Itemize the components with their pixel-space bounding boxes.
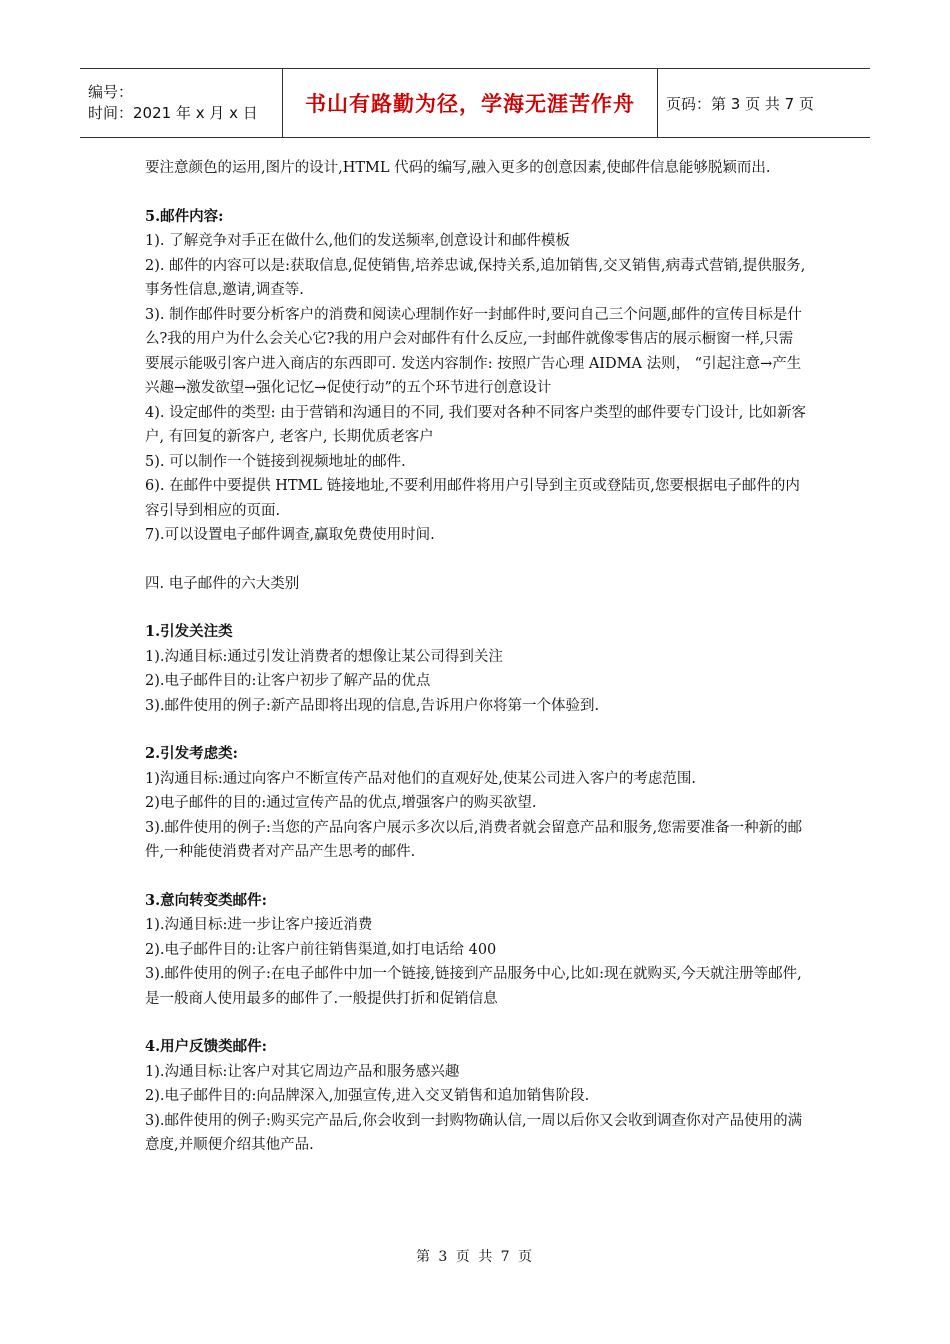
- paragraph: 2)电子邮件的目的:通过宣传产品的优点,增强客户的购买欲望.: [145, 795, 537, 811]
- motto: 书山有路勤为径，学海无涯苦作舟: [305, 92, 635, 116]
- section-heading: 5.邮件内容:: [145, 207, 224, 225]
- header-meta: [80, 69, 283, 137]
- header-page-cell: [658, 69, 870, 137]
- paragraph: 3). 制作邮件时要分析客户的消费和阅读心理制作好一封邮件时,要问自己三个问题,邮件的宣传目标是什么?我的用户为什么会关心它?我的用户会对邮件有什么反应,一封邮件就像零售店的展示橱窗一样,只需要展示能吸引客户进入商店的东西即可. 发送内容制作: 按照广告心理 AIDMA 法则， “引起注意→产生兴趣→激发欲望→强化记忆→促使行动”的五个环节进行创意设计: [145, 306, 802, 396]
- section-heading: 2.引发考虑类:: [145, 745, 238, 762]
- paragraph: 2).电子邮件目的:向品牌深入,加强宣传,进入交叉销售和追加销售阶段.: [145, 1088, 590, 1104]
- paragraph: 3).邮件使用的例子:购买完产品后,你会收到一封购物确认信,一周以后你又会收到调查你对产品使用的满意度,并顺便介绍其他产品.: [145, 1112, 803, 1153]
- paragraph: 3).邮件使用的例子:在电子邮件中加一个链接,链接到产品服务中心,比如:现在就购买,今天就注册等邮件,是一般商人使用最多的邮件了.一般提供打折和促销信息: [145, 966, 802, 1007]
- page-footer: 第 3 页 共 7 页: [415, 1249, 535, 1265]
- paragraph: 1).沟通目标:通过引发让消费者的想像让某公司得到关注: [145, 648, 503, 665]
- intro-paragraph: 要注意颜色的运用,图片的设计,HTML 代码的编写,融入更多的创意因素,使邮件信息能够脱颖而出.: [145, 160, 771, 176]
- header-page-number: 页码：第 3 页 共 7 页: [666, 94, 814, 113]
- paragraph: 1).沟通目标:进一步让客户接近消费: [145, 917, 373, 933]
- paragraph: 2). 邮件的内容可以是:获取信息,促使销售,培养忠诚,保持关系,追加销售,交叉销售,病毒式营销,提供服务,事务性信息,邀请,调查等.: [145, 257, 806, 298]
- chapter-heading: 四. 电子邮件的六大类别: [145, 575, 300, 592]
- paragraph: 3).邮件使用的例子:新产品即将出现的信息,告诉用户你将第一个体验到.: [145, 697, 600, 714]
- document-date: 时间：2021 年 x 月 x 日: [88, 104, 258, 122]
- paragraph: 7).可以设置电子邮件调查,赢取免费使用时间.: [145, 527, 435, 543]
- document-code: 编号：: [88, 83, 134, 101]
- section-heading: 1.引发关注类: [145, 623, 233, 640]
- paragraph: 1). 了解竞争对手正在做什么,他们的发送频率,创意设计和邮件模板: [145, 233, 570, 249]
- paragraph: 2).电子邮件目的:让客户初步了解产品的优点: [145, 673, 431, 689]
- paragraph: 4). 设定邮件的类型: 由于营销和沟通目的不同, 我们要对各种不同客户类型的邮件要专门设计, 比如新客户, 有回复的新客户, 老客户, 长期优质老客户: [145, 404, 807, 445]
- header-motto-cell: [283, 69, 658, 137]
- document-body: [145, 156, 807, 1158]
- paragraph: 6). 在邮件中要提供 HTML 链接地址,不要利用邮件将用户引导到主页或登陆页,您要根据电子邮件的内容引导到相应的页面.: [145, 478, 800, 519]
- paragraph: 2).电子邮件目的:让客户前往销售渠道,如打电话给 400: [145, 941, 497, 958]
- paragraph: 1).沟通目标:让客户对其它周边产品和服务感兴趣: [145, 1063, 460, 1080]
- paragraph: 3).邮件使用的例子:当您的产品向客户展示多次以后,消费者就会留意产品和服务,您需要准备一种新的邮件,一种能使消费者对产品产生思考的邮件.: [145, 819, 803, 860]
- paragraph: 5). 可以制作一个链接到视频地址的邮件.: [145, 453, 406, 470]
- paragraph: 1)沟通目标:通过向客户不断宣传产品对他们的直观好处,使某公司进入客户的考虑范围.: [145, 770, 696, 787]
- section-heading: 3.意向转变类邮件:: [145, 891, 267, 909]
- document-header: [80, 68, 870, 138]
- section-heading: 4.用户反馈类邮件:: [145, 1038, 267, 1055]
